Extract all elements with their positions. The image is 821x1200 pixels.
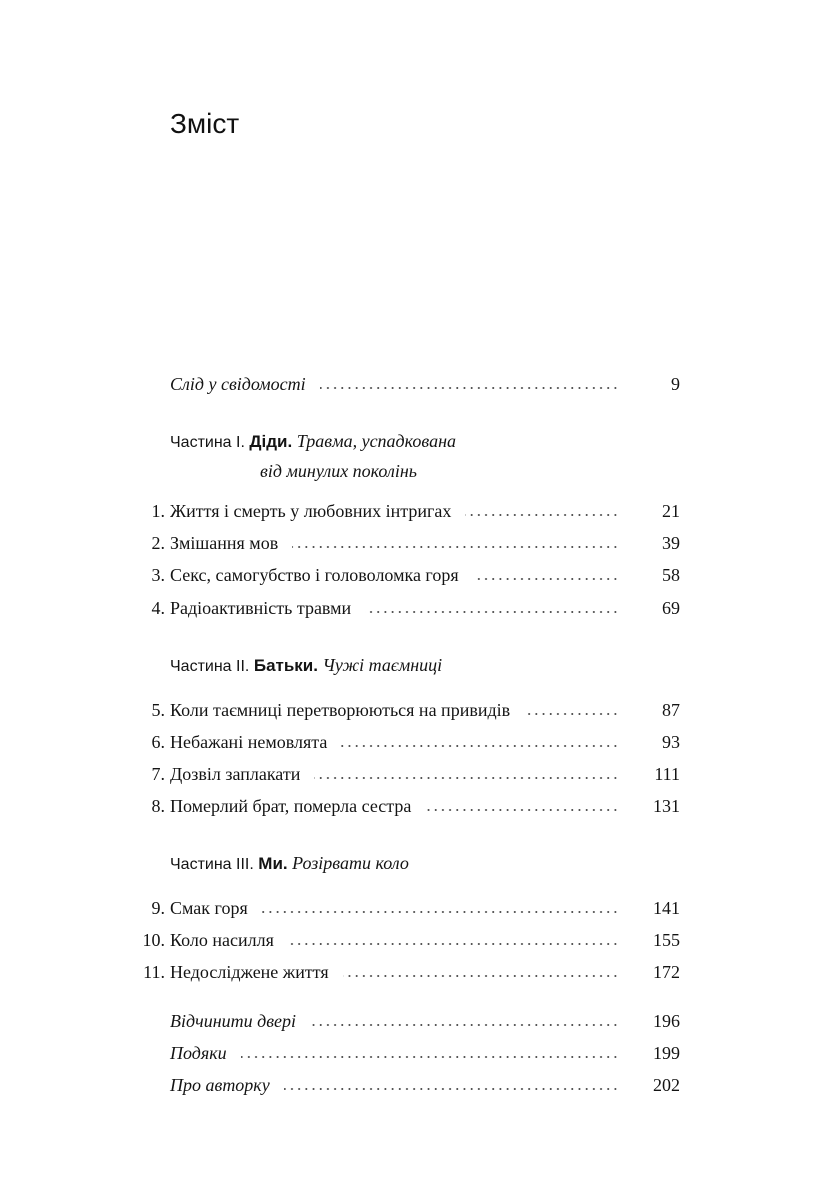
toc-page-number: 155 [653,930,680,950]
toc-entry-label: Смак горя [170,898,248,918]
toc-entry-4[interactable] [0,595,821,621]
toc-page-number: 21 [662,501,680,521]
toc-page-number: 93 [662,732,680,752]
toc-chapter-number: 2. [151,533,165,553]
toc-entry-label: Померлий брат, померла сестра [170,796,412,816]
toc-entry-label: Змішання мов [170,533,279,553]
part-heading-1 [170,427,456,485]
toc-entry-label: Небажані немовлята [170,732,328,752]
toc-entry-label: Слід у свідомості [170,374,306,394]
toc-entry-9[interactable] [0,895,821,921]
dot-leader [314,777,619,779]
toc-page-number: 9 [671,374,680,394]
dot-leader [241,1056,619,1058]
part-subtitle: Травма, успадкована [296,431,457,451]
dot-leader [465,514,619,516]
toc-chapter-number: 1. [151,501,165,521]
toc-entry-intro[interactable] [0,371,821,397]
toc-entry-1[interactable] [0,498,821,524]
toc-entry-label: Дозвіл заплакати [170,764,301,784]
toc-chapter-number: 7. [151,764,165,784]
toc-entry-about-author[interactable] [0,1072,821,1098]
toc-entry-8[interactable] [0,793,821,819]
dot-leader [473,578,619,580]
part-name: Батьки. [253,656,318,675]
toc-page-number: 39 [662,533,680,553]
toc-page-number: 69 [662,598,680,618]
toc-chapter-number: 4. [151,598,165,618]
part-subtitle: Чужі таємниці [322,655,443,675]
toc-page-number: 58 [662,565,680,585]
part-heading-2 [170,651,442,681]
toc-chapter-number: 5. [151,700,165,720]
toc-entry-10[interactable] [0,927,821,953]
part-label: Частина III. [170,856,254,873]
dot-leader [262,911,619,913]
toc-entry-label: Коли таємниці перетворюються на привидів [170,700,511,720]
part-subtitle: Розірвати коло [292,853,409,873]
toc-page-number: 199 [653,1043,680,1063]
part-subtitle-line2: від минулих поколінь [260,461,417,481]
toc-entry-label: Життя і смерть у любовних інтригах [170,501,452,521]
toc-chapter-number: 8. [151,796,165,816]
toc-entry-label: Недосліджене життя [170,962,329,982]
dot-leader [365,611,619,613]
toc-entry-7[interactable] [0,761,821,787]
dot-leader [524,713,619,715]
part-name: Діди. [249,432,293,451]
dot-leader [292,546,619,548]
toc-chapter-number: 11. [143,962,165,982]
toc-chapter-number: 10. [142,930,165,950]
toc-entry-label: Секс, самогубство і головоломка горя [170,565,459,585]
toc-entry-label: Відчинити двері [170,1011,297,1031]
part-label: Частина II. [170,658,250,675]
toc-page-number: 141 [653,898,680,918]
dot-leader [425,809,619,811]
toc-entry-3[interactable] [0,562,821,588]
dot-leader [341,745,619,747]
toc-entry-label: Про авторку [170,1075,270,1095]
toc-page-number: 111 [654,764,680,784]
toc-entry-acknowledgements[interactable] [0,1040,821,1066]
dot-leader [284,1088,619,1090]
toc-entry-label: Радіоактивність травми [170,598,352,618]
toc-page-number: 131 [653,796,680,816]
toc-entry-11[interactable] [0,959,821,985]
toc-chapter-number: 9. [151,898,165,918]
dot-leader [288,943,619,945]
toc-page-number: 172 [653,962,680,982]
toc-page-number: 87 [662,700,680,720]
part-name: Ми. [258,854,288,873]
toc-entry-label: Подяки [170,1043,227,1063]
dot-leader [310,1024,619,1026]
page-title: Зміст [170,108,240,139]
toc-chapter-number: 3. [151,565,165,585]
toc-page-number: 202 [653,1075,680,1095]
toc-entry-afterword[interactable] [0,1008,821,1034]
toc-chapter-number: 6. [151,732,165,752]
part-heading-3 [170,849,409,879]
toc-entry-label: Коло насилля [170,930,274,950]
toc-entry-5[interactable] [0,697,821,723]
dot-leader [343,975,619,977]
toc-entry-2[interactable] [0,530,821,556]
dot-leader [320,387,619,389]
part-label: Частина I. [170,434,245,451]
toc-page-number: 196 [653,1011,680,1031]
toc-entry-6[interactable] [0,729,821,755]
